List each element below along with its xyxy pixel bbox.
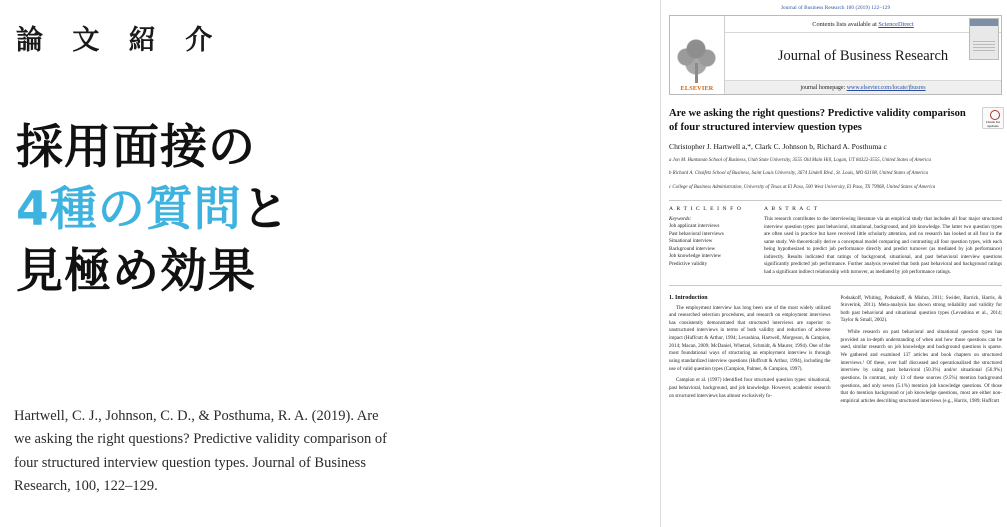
body-column-right [841, 295, 1003, 410]
citation-text: Hartwell, C. J., Johnson, C. D., & Posthuma, R. A. (2019). Are we asking the right questions? Predictive validity comparison of four structured interview question types. Journal of Business Research, 100, 122–129. [14, 408, 387, 495]
publisher-logo [670, 16, 725, 94]
keyword-item: Job knowledge interview [669, 253, 722, 260]
headline-line-1: 採用面接の [16, 120, 256, 175]
body-paragraph: The employment interview has long been one of the most widely utilized and researched selection procedures, and research on employment interviews has consistently demonstrated that structured interviews are superior to unstructured interviews in terms of both validity and reduction of adverse impact (Huffcutt & Arthur, 1994; Levashina, Hartwell, Morgeson, & Campion, 2014; Macan, 2009; McDaniel, Whetzel, Schmidt, & Maurer, 1994). One of the most foundational ways of structuring an employment interview is through using standardized interview questions (Huffcutt & Arthur, 1994), including the use of valid question types (Campion, Palmer, & Campion, 1997). [669, 304, 831, 372]
journal-running-head: Journal of Business Research 100 (2019) 122–129 [780, 5, 891, 11]
headline-accent-text: 4種の質問 [16, 182, 242, 238]
journal-homepage-line [725, 80, 1001, 94]
body-paragraph: While research on past behavioral and situational question types has provided an in-depth understanding of when and how those questions can be used, similar research on job knowledge and background questions is sparse. We gathered and examined 137 articles and book chapters on structured interviews.¹ Of these, over half discussed and operationalized the structured interview by using past behavioral (50.3%) and/or situational (56.9%) questions. In contrast, only 13 of these sources (9.5%) mention background questions, and only seven (5.1%) mention job knowledge questions. Of those that do mention background or job knowledge questions, most are either non-empirical articles describing structured interviews (e.g., Harris, 1989; Huffcutt [840, 329, 1002, 405]
info-abstract-row [669, 206, 1002, 277]
headline-line-2-tail: と [241, 182, 290, 238]
homepage-label: journal homepage: [800, 85, 846, 91]
keywords-label: Keywords: [669, 216, 692, 223]
paper-title-text: Are we asking the right questions? Predictive validity comparison of four structured interview question types [669, 108, 966, 133]
masthead-body [725, 16, 1001, 94]
elsevier-tree-icon [674, 33, 720, 85]
section-heading-introduction: 1. Introduction [669, 294, 708, 301]
journal-masthead [669, 15, 1002, 95]
journal-cover-thumbnail [969, 18, 999, 60]
abstract-column [764, 206, 1002, 277]
affiliation-3: c College of Business Administration, University of Texas at El Paso, 500 West University, El Paso, TX 79968, United States of America [669, 184, 936, 190]
divider-top [669, 200, 1002, 201]
body-paragraph: Campion et al. (1997) identified four structured question types: situational, past behavioral, background, and job knowledge. However, academic research on structured interviews has almost exclusively fo- [669, 377, 831, 399]
divider-bottom [669, 285, 1002, 286]
contents-line [725, 16, 1001, 33]
keyword-item: Past behavioral interviews [669, 230, 724, 237]
abstract-text: This research contributes to the interviewing literature via an empirical study that includes all four major structured interview question types: past behavioral, situational, background, and job knowledge. The latter two question types are often used in practice but have received little scholarly attention, and no research has looked at all four in the same study. We theoretically derive a conceptual model comparing and contrasting all four question types, with each being hypothesized to predict job performance directly and predict turnover (as mediated by job performance) indirectly. Results indicated that ratings of background, situational, and past behavioral interview questions significantly predicted job performance. Further analysis revealed that both past behavioral and background ratings had a significant indirect relationship with turnover, as mediated by job performance ratings. [764, 216, 1002, 275]
body-column-left [669, 295, 831, 410]
keyword-item: Background interview [669, 245, 716, 252]
contents-label: Contents lists available at [812, 21, 877, 28]
affiliation-1: a Jon M. Huntsman School of Business, Utah State University, 3555 Old Main Hill, Logan, UT 84322-3555, United States of America [669, 157, 931, 163]
kicker-label: 論 文 紹 介 [16, 25, 223, 56]
keyword-item: Predictive validity [669, 260, 708, 267]
article-info-heading: A R T I C L E I N F O [669, 206, 743, 213]
paper-page [660, 0, 1007, 410]
headline-line-2 [16, 179, 642, 241]
paper-body [669, 295, 1002, 410]
headline-line-3: 見極め効果 [16, 244, 256, 300]
sciencedirect-link[interactable]: ScienceDirect [878, 21, 914, 28]
affiliation-2: b Richard A. Chaifetz School of Business, Saint Louis University, 3674 Lindell Blvd., St. Louis, MO 63108, United States of America [669, 171, 929, 177]
paper-title [669, 107, 1002, 135]
body-paragraph: Podsakoff, Whiting, Podsakoff, & Mishra, 2011; Swider, Barrick, Harris, & Stoverink, 2011). Meta-analysis has shown strong reliability and validity for both past behavioral and situational question types (Levashina et al., 2014; Taylor & Small, 2002). [840, 294, 1002, 324]
article-info-column [669, 206, 755, 277]
abstract-heading: A B S T R A C T [764, 206, 819, 213]
keyword-item: Job applicant interviews [669, 223, 720, 230]
journal-title: Journal of Business Research [777, 48, 949, 64]
paper-preview-panel [660, 0, 1007, 527]
publisher-name: ELSEVIER [680, 85, 714, 92]
page-title [16, 117, 642, 303]
keyword-item: Situational interview [669, 238, 713, 245]
paper-authors: Christopher J. Hartwell a,*, Clark C. Johnson b, Richard A. Posthuma c [669, 141, 887, 151]
homepage-link[interactable]: www.elsevier.com/locate/jbusres [846, 85, 926, 91]
crossmark-badge-icon[interactable]: Check for updates [982, 107, 1004, 129]
